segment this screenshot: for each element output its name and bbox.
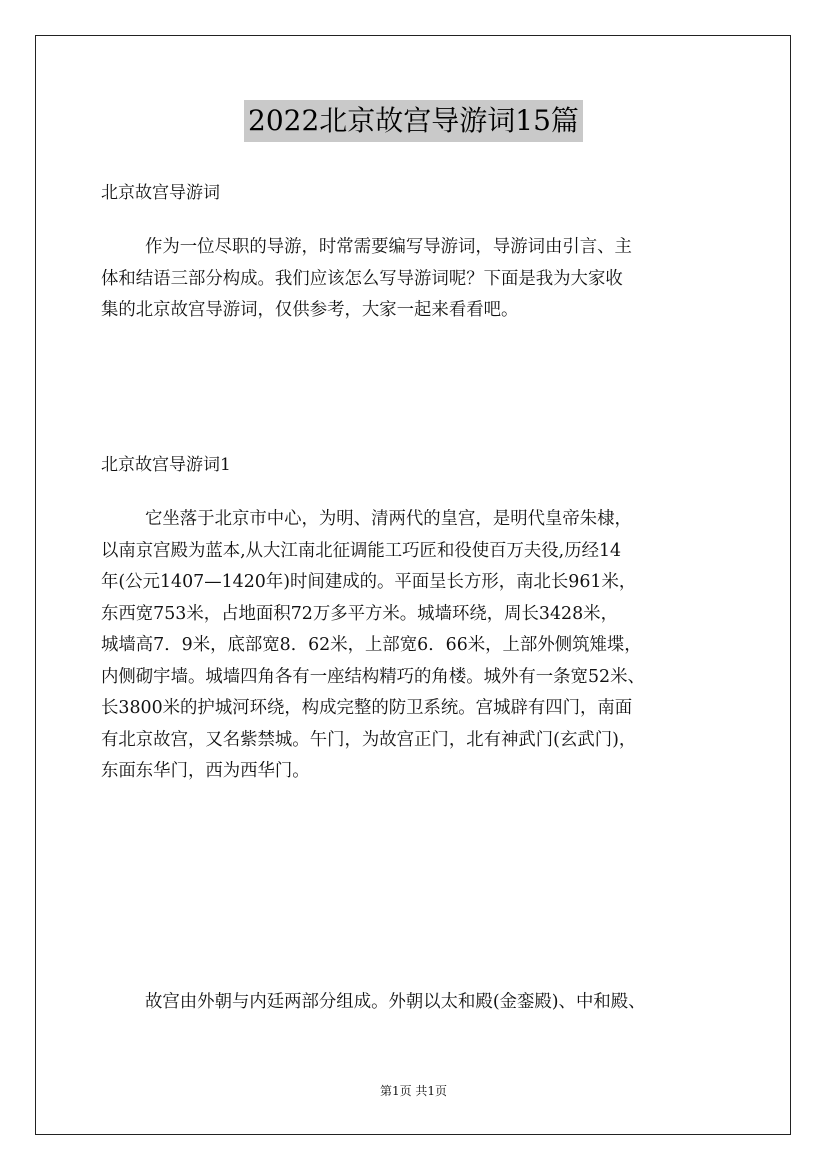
- paragraph-line: 它坐落于北京市中心，为明、清两代的皇宫，是明代皇帝朱棣，: [145, 509, 632, 529]
- page-footer: 第1页 共1页: [379, 1084, 448, 1098]
- section1-paragraph-1: [101, 504, 741, 788]
- paragraph-line: 东西宽753米，占地面积72万多平方米。城墙环绕，周长3428米，: [101, 603, 618, 624]
- paragraph-line: 体和结语三部分构成。我们应该怎么写导游词呢？下面是我为大家收: [101, 268, 623, 289]
- title-container: [0, 100, 827, 142]
- paragraph-line: 作为一位尽职的导游，时常需要编写导游词，导游词由引言、主: [145, 237, 632, 257]
- paragraph-line: 东面东华门，西为西华门。: [101, 761, 310, 781]
- paragraph-line: 城墙高7．9米，底部宽8．62米，上部宽6．66米，上部外侧筑雉堞，: [101, 635, 642, 655]
- intro-heading: 北京故宫导游词: [101, 183, 220, 203]
- paragraph-line: 集的北京故宫导游词，仅供参考，大家一起来看看吧。: [101, 300, 519, 320]
- document-title: 2022北京故宫导游词15篇: [244, 100, 583, 142]
- paragraph-line: 年(公元1407—1420年)时间建成的。平面呈长方形，南北长961米，: [101, 572, 637, 592]
- paragraph-line: 有北京故宫，又名紫禁城。午门，为故宫正门，北有神武门(玄武门)，: [101, 729, 637, 750]
- section1-heading: 北京故宫导游词1: [101, 455, 231, 475]
- section1-paragraph-2: [101, 987, 741, 1019]
- paragraph-line: 长3800米的护城河环绕，构成完整的防卫系统。宫城辟有四门，南面: [101, 698, 633, 718]
- intro-paragraph: [101, 232, 741, 327]
- paragraph-line: 故宫由外朝与内廷两部分组成。外朝以太和殿(金銮殿)、中和殿、: [145, 992, 646, 1012]
- paragraph-line: 以南京宫殿为蓝本,从大江南北征调能工巧匠和役使百万夫役,历经14: [101, 540, 622, 561]
- paragraph-line: 内侧砌宇墙。城墙四角各有一座结构精巧的角楼。城外有一条宽52米、: [101, 666, 645, 687]
